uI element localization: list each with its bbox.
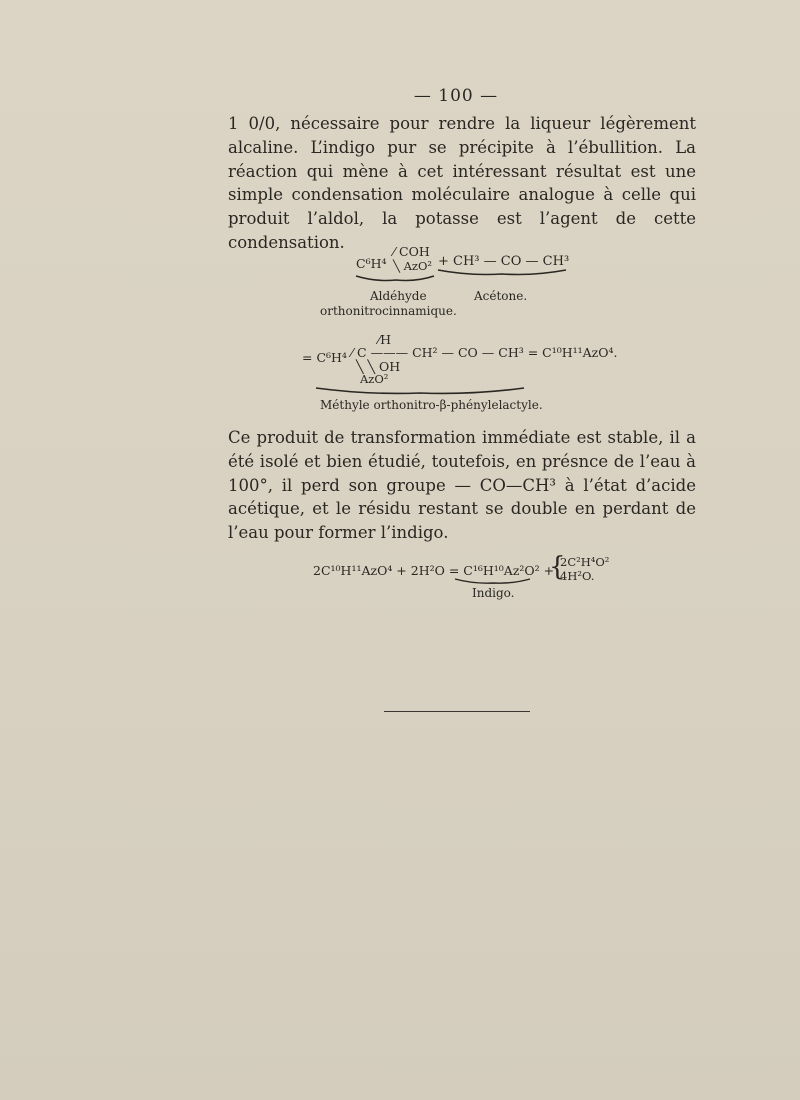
eq3-caption: Indigo. bbox=[472, 586, 515, 600]
eq1-brace-right bbox=[438, 268, 568, 278]
eq2-sub1: ╲ ╲ OH bbox=[356, 359, 401, 374]
eq3-bottom: 4H²O. bbox=[560, 569, 595, 583]
eq3-brace: { bbox=[549, 552, 566, 582]
eq1-caption-left-1: Aldéhyde bbox=[370, 289, 427, 303]
eq1-left-base: C⁶H⁴ bbox=[356, 256, 387, 271]
eq2-lead: = C⁶H⁴ bbox=[302, 350, 347, 365]
eq1-brace-left bbox=[356, 274, 436, 284]
eq2-caption: Méthyle orthonitro-β-phénylelactyle. bbox=[320, 398, 543, 412]
eq2-brace bbox=[316, 386, 526, 398]
eq1-caption-right: Acétone. bbox=[474, 289, 528, 303]
eq3-top: 2C²H⁴O² bbox=[560, 555, 610, 569]
eq1-caption-left-2: orthonitrocinnamique. bbox=[320, 304, 457, 318]
eq3-left: 2C¹⁰H¹¹AzO⁴ + 2H²O = C¹⁶H¹⁰Az²O² + bbox=[313, 563, 555, 578]
paragraph-intro: 1 0/0, nécessaire pour rendre la liqueur légèrement alcaline. L’indigo pur se précipite à l’ébullition. La réaction qui mène à cet intéressant résultat est une simple condensation moléculaire analogue à celle qui produit l’aldol, la potasse est l’agent de cette condensation. bbox=[228, 114, 696, 252]
eq2-sub2: AzO² bbox=[360, 372, 389, 386]
page-number: — 100 — bbox=[413, 86, 499, 106]
eq1-left-bottom: ╲ AzO² bbox=[393, 259, 432, 273]
paragraph-transformation: Ce produit de transformation immédiate est stable, il a été isolé et bien étudié, toutefois, en présnce de l’eau à 100°, il perd son groupe — CO—CH³ à l’état d’acide acétique, et le résidu restant se double en perdant de l’eau pour former l’indigo. bbox=[228, 428, 696, 543]
eq2-main: ⁄ C ——— CH² — CO — CH³ = C¹⁰H¹¹AzO⁴. bbox=[351, 345, 618, 360]
eq3-brace-under bbox=[455, 578, 531, 586]
end-rule bbox=[384, 711, 530, 712]
eq2-top: ⁄H bbox=[378, 332, 391, 347]
eq1-left-top: ⁄ COH bbox=[393, 244, 430, 259]
eq1-plus-term: + CH³ — CO — CH³ bbox=[438, 254, 570, 269]
